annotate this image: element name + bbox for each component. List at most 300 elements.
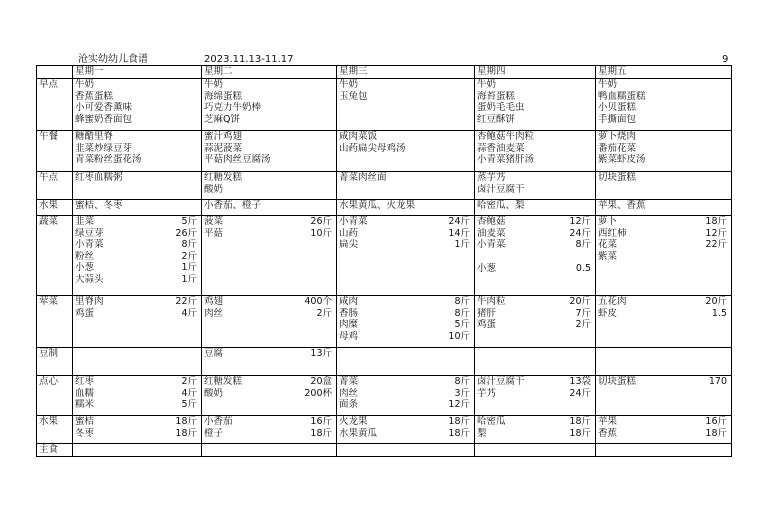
ingredient-quantity: 12斤: [569, 216, 591, 227]
ingredient-cell: [73, 348, 202, 376]
dish-item: 萝卜烧肉: [598, 131, 637, 142]
ingredient-line: [598, 296, 729, 308]
dish-item: 玉兔包: [339, 90, 368, 102]
ingredient-cell: [73, 216, 202, 296]
ingredient-cell: [337, 444, 475, 457]
ingredient-quantity: 14斤: [448, 227, 470, 239]
ingredient-quantity: 13斤: [310, 348, 332, 359]
ingredient-name: 五花肉: [598, 296, 627, 307]
ingredient-name: 梨: [477, 427, 487, 439]
menu-cell: [596, 131, 732, 172]
ingredient-line: [598, 308, 729, 320]
dish-item: 咸肉菜饭: [339, 131, 378, 142]
page-number: 9: [722, 54, 729, 65]
ingredient-quantity: 20斤: [705, 296, 727, 307]
menu-cell: [475, 200, 596, 216]
ingredient-cell: [475, 376, 596, 416]
ingredient-cell: [596, 444, 732, 457]
ingredient-line: [339, 388, 472, 400]
dish-item: 酸奶: [204, 183, 224, 195]
ingredient-quantity: 10斤: [310, 227, 332, 239]
day-label: 星期四: [477, 66, 506, 77]
ingredient-name: 切块蛋糕: [598, 376, 637, 387]
menu-cell: [475, 79, 596, 131]
day-label: 星期一: [75, 66, 104, 77]
ingredient-quantity: 1斤: [181, 273, 197, 285]
ingredient-line: [477, 296, 593, 308]
ingredient-name: 粉丝: [75, 250, 95, 262]
ingredient-name: 冬枣: [75, 427, 95, 439]
menu-row: [37, 172, 732, 200]
ingredient-line: [598, 416, 729, 428]
ingredient-name: 小葱: [75, 262, 95, 274]
ingredient-row: [37, 376, 732, 416]
row-category-label: 主食: [39, 444, 59, 455]
row-category-label: 豆制: [39, 348, 59, 359]
ingredient-line: [339, 428, 472, 440]
ingredient-line: [204, 388, 334, 400]
ingredient-line: [477, 416, 593, 428]
ingredient-quantity: 20盒: [310, 376, 332, 387]
menu-cell: [337, 131, 475, 172]
ingredient-quantity: 24斤: [448, 216, 470, 227]
dish-item: 苹果、香蕉: [598, 200, 646, 211]
ingredient-quantity: 0.5: [575, 262, 591, 274]
ingredient-quantity: 4斤: [181, 387, 197, 399]
day-header: [337, 66, 475, 79]
ingredient-cell: [475, 296, 596, 348]
ingredient-cell: [596, 416, 732, 444]
menu-cell: [596, 79, 732, 131]
row-category-label: 荤菜: [39, 296, 59, 307]
ingredient-quantity: 5斤: [181, 216, 197, 227]
ingredient-name: 小青菜: [75, 239, 104, 251]
ingredient-line: [75, 416, 199, 428]
ingredient-name: 酸奶: [204, 387, 224, 399]
ingredient-name: 橙子: [204, 427, 224, 439]
ingredient-quantity: 8斤: [454, 296, 470, 307]
ingredient-quantity: 10斤: [448, 330, 470, 342]
ingredient-cell: [475, 416, 596, 444]
dish-item: 海苔蛋糕: [477, 90, 516, 102]
dish-item: 小可爱香薰味: [75, 102, 133, 114]
menu-row: [37, 79, 732, 131]
ingredient-quantity: 12斤: [705, 227, 727, 239]
ingredient-cell: [337, 376, 475, 416]
ingredient-line: [339, 308, 472, 320]
row-category: [37, 216, 73, 296]
row-category: [37, 131, 73, 172]
ingredient-row: [37, 416, 732, 444]
dish-item: 蜂蜜奶香面包: [75, 113, 133, 125]
ingredient-quantity: 12斤: [448, 399, 470, 411]
ingredient-line: [75, 251, 199, 263]
ingredient-line: [75, 228, 199, 240]
ingredient-cell: [337, 416, 475, 444]
menu-cell: [475, 131, 596, 172]
day-header: [73, 66, 202, 79]
day-label: 星期二: [204, 66, 233, 77]
ingredient-cell: [596, 376, 732, 416]
day-header: [475, 66, 596, 79]
ingredient-name: 鸡蛋: [477, 319, 497, 331]
ingredient-line: [477, 228, 593, 240]
ingredient-quantity: 24斤: [569, 227, 591, 239]
ingredient-cell: [475, 444, 596, 457]
ingredient-quantity: 18斤: [448, 416, 470, 427]
ingredient-quantity: 2斤: [575, 319, 591, 331]
dish-item: 蜜汁鸡翅: [204, 131, 243, 142]
ingredient-quantity: 170: [708, 376, 727, 387]
ingredient-line: [339, 399, 472, 411]
dish-item: 平菇肉丝豆腐汤: [204, 154, 271, 166]
dish-item: 蛋奶毛毛虫: [477, 102, 525, 114]
ingredient-line: [339, 376, 472, 388]
ingredient-quantity: 18斤: [569, 427, 591, 439]
ingredient-cell: [73, 416, 202, 444]
ingredient-name: 面条: [339, 399, 359, 411]
ingredient-quantity: 7斤: [575, 307, 591, 319]
ingredient-name: 杏鲍菇: [477, 216, 506, 227]
ingredient-name: 血糯: [75, 387, 95, 399]
row-category-label: 早点: [39, 79, 59, 90]
ingredient-name: 虾皮: [598, 307, 618, 319]
ingredient-quantity: 18斤: [705, 216, 727, 227]
ingredient-name: 香蕉: [598, 427, 618, 439]
ingredient-cell: [596, 216, 732, 296]
ingredient-line: [598, 376, 729, 388]
ingredient-quantity: 16斤: [705, 416, 727, 427]
ingredient-name: 平菇: [204, 227, 224, 239]
ingredient-name: 油麦菜: [477, 227, 506, 239]
day-label: 星期三: [339, 66, 368, 77]
ingredient-quantity: 8斤: [454, 376, 470, 387]
dish-item: 蒸芋艿: [477, 172, 506, 183]
dish-item: 鸭血糯蛋糕: [598, 90, 646, 102]
ingredient-cell: [73, 376, 202, 416]
ingredient-line: [598, 428, 729, 440]
ingredient-cell: [73, 444, 202, 457]
ingredient-quantity: 26斤: [175, 227, 197, 239]
menu-cell: [337, 172, 475, 200]
ingredient-line: [598, 251, 729, 263]
dish-item: 山药扁尖母鸡汤: [339, 142, 406, 154]
dish-item: 小青菜猪肝汤: [477, 154, 535, 166]
ingredient-quantity: 2斤: [181, 376, 197, 387]
ingredient-quantity: 18斤: [705, 427, 727, 439]
ingredient-line: [204, 228, 334, 240]
menu-cell: [73, 172, 202, 200]
ingredient-name: 哈密瓜: [477, 416, 506, 427]
ingredient-line: [477, 216, 593, 228]
ingredient-cell: [202, 296, 337, 348]
ingredient-name: 萝卜: [598, 216, 618, 227]
ingredient-name: 西红柿: [598, 227, 627, 239]
row-category: [37, 200, 73, 216]
menu-cell: [202, 131, 337, 172]
dish-item: 海绵蛋糕: [204, 90, 243, 102]
menu-cell: [202, 79, 337, 131]
ingredient-name: 鸡蛋: [75, 307, 95, 319]
row-category-label: 午餐: [39, 131, 59, 142]
ingredient-cell: [202, 348, 337, 376]
row-category: [37, 376, 73, 416]
ingredient-line: [75, 274, 199, 286]
ingredient-name: 母鸡: [339, 330, 359, 342]
ingredient-name: 菁菜: [339, 376, 359, 387]
ingredient-line: [339, 296, 472, 308]
day-label: 星期五: [598, 66, 627, 77]
ingredient-line: [204, 296, 334, 308]
day-header-row: [37, 66, 732, 79]
row-category-label: 午点: [39, 172, 59, 183]
ingredient-quantity: 3斤: [454, 387, 470, 399]
ingredient-name: 肉丝: [204, 307, 224, 319]
dish-item: 韭菜炒绿豆芽: [75, 142, 133, 154]
ingredient-line: [477, 239, 593, 251]
dish-item: 蜜桔、冬枣: [75, 200, 123, 211]
corner-cell: [37, 66, 73, 79]
ingredient-name: 芋艿: [477, 387, 497, 399]
dish-item: 菁菜肉丝面: [339, 172, 387, 183]
dish-item: 小贝蛋糕: [598, 102, 637, 114]
ingredient-name: 蜜桔: [75, 416, 95, 427]
menu-cell: [73, 131, 202, 172]
ingredient-quantity: 1.5: [711, 307, 727, 319]
ingredient-quantity: 2斤: [181, 250, 197, 262]
ingredient-cell: [596, 296, 732, 348]
ingredient-quantity: 22斤: [705, 239, 727, 251]
ingredient-quantity: 1斤: [181, 262, 197, 274]
ingredient-line: [339, 416, 472, 428]
ingredient-line: [477, 308, 593, 320]
day-header: [202, 66, 337, 79]
ingredient-row: [37, 296, 732, 348]
ingredient-line: [204, 348, 334, 360]
dish-item: 牛奶: [204, 79, 224, 90]
menu-row: [37, 200, 732, 216]
ingredient-line: [75, 399, 199, 411]
menu-cell: [73, 200, 202, 216]
dish-item: 牛奶: [598, 79, 618, 90]
ingredient-line: [598, 228, 729, 240]
ingredient-row: [37, 444, 732, 457]
ingredient-cell: [202, 444, 337, 457]
ingredient-name: 牛肉粒: [477, 296, 506, 307]
ingredient-line: [204, 308, 334, 320]
ingredient-name: 扁尖: [339, 239, 359, 251]
row-category-label: 点心: [39, 376, 59, 387]
ingredient-quantity: 200杯: [304, 387, 332, 399]
ingredient-line: [204, 216, 334, 228]
ingredient-line: [204, 376, 334, 388]
ingredient-line: [75, 376, 199, 388]
ingredient-line: [339, 216, 472, 228]
ingredient-line: [75, 239, 199, 251]
ingredient-name: 糯米: [75, 399, 95, 411]
ingredient-name: 小青菜: [477, 239, 506, 251]
dish-item: 香蕉蛋糕: [75, 90, 114, 102]
dish-item: 红豆酥饼: [477, 113, 516, 125]
row-category-label: 水果: [39, 416, 59, 427]
row-category: [37, 416, 73, 444]
ingredient-cell: [337, 216, 475, 296]
ingredient-quantity: 18斤: [310, 427, 332, 439]
dish-item: 牛奶: [339, 79, 359, 90]
ingredient-quantity: 4斤: [181, 307, 197, 319]
ingredient-name: 豆腐: [204, 348, 224, 359]
ingredient-row: [37, 348, 732, 376]
dish-item: 巧克力牛奶棒: [204, 102, 262, 114]
dish-item: 红枣血糯粥: [75, 172, 123, 183]
menu-cell: [202, 172, 337, 200]
dish-item: 牛奶: [75, 79, 95, 90]
ingredient-name: 肉糜: [339, 319, 359, 331]
dish-item: 水果黄瓜、火龙果: [339, 200, 416, 211]
ingredient-name: 小葱: [477, 262, 497, 274]
ingredient-line: [477, 263, 593, 275]
ingredient-quantity: 1斤: [454, 239, 470, 251]
ingredient-name: 鸡翅: [204, 296, 224, 307]
ingredient-name: 紫菜: [598, 250, 618, 262]
ingredient-name: 香肠: [339, 307, 359, 319]
ingredient-quantity: 13袋: [569, 376, 591, 387]
row-category: [37, 172, 73, 200]
ingredient-name: 猪肝: [477, 307, 497, 319]
ingredient-line: [75, 296, 199, 308]
dish-item: 青菜粉丝蛋花汤: [75, 154, 142, 166]
ingredient-quantity: 20斤: [569, 296, 591, 307]
menu-cell: [596, 200, 732, 216]
ingredient-cell: [202, 376, 337, 416]
ingredient-quantity: 18斤: [569, 416, 591, 427]
ingredient-name: 菠菜: [204, 216, 224, 227]
ingredient-quantity: 8斤: [454, 307, 470, 319]
ingredient-name: 韭菜: [75, 216, 95, 227]
ingredient-quantity: 18斤: [175, 416, 197, 427]
ingredient-name: 肉丝: [339, 387, 359, 399]
ingredient-line: [339, 331, 472, 343]
ingredient-cell: [202, 416, 337, 444]
dish-item: 哈密瓜、梨: [477, 200, 525, 211]
ingredient-cell: [475, 216, 596, 296]
ingredient-name: 苹果: [598, 416, 618, 427]
ingredient-cell: [475, 348, 596, 376]
ingredient-cell: [337, 348, 475, 376]
ingredient-line: [204, 428, 334, 440]
ingredient-name: 红枣: [75, 376, 95, 387]
menu-cell: [475, 172, 596, 200]
ingredient-quantity: 26斤: [310, 216, 332, 227]
ingredient-row: [37, 216, 732, 296]
dish-item: 杏鲍菇牛肉粒: [477, 131, 535, 142]
ingredient-quantity: 22斤: [175, 296, 197, 307]
menu-cell: [337, 200, 475, 216]
dish-item: 小香茄、橙子: [204, 200, 262, 211]
dish-item: 蒜泥菠菜: [204, 142, 243, 154]
ingredient-line: [75, 388, 199, 400]
ingredient-name: 山药: [339, 227, 359, 239]
ingredient-cell: [202, 216, 337, 296]
ingredient-line: [75, 428, 199, 440]
dish-item: 牛奶: [477, 79, 497, 90]
ingredient-quantity: 2斤: [316, 307, 332, 319]
menu-cell: [73, 79, 202, 131]
ingredient-line: [477, 388, 593, 400]
ingredient-quantity: 24斤: [569, 387, 591, 399]
ingredient-line: [477, 428, 593, 440]
date-range: 2023.11.13-11.17: [204, 54, 294, 65]
dish-item: 手撕面包: [598, 113, 637, 125]
ingredient-line: [598, 216, 729, 228]
ingredient-line: [75, 308, 199, 320]
menu-table: [36, 65, 732, 457]
ingredient-cell: [73, 296, 202, 348]
ingredient-quantity: 16斤: [310, 416, 332, 427]
ingredient-line: [477, 319, 593, 331]
school-title: 沧实幼幼儿食谱: [78, 54, 148, 65]
ingredient-line: [598, 239, 729, 251]
ingredient-name: 花菜: [598, 239, 618, 251]
dish-item: 芝麻Q饼: [204, 113, 240, 125]
row-category-label: 水果: [39, 200, 59, 211]
ingredient-line: [339, 228, 472, 240]
dish-item: 切块蛋糕: [598, 172, 637, 183]
ingredient-line: [204, 416, 334, 428]
row-category: [37, 79, 73, 131]
ingredient-quantity: 8斤: [181, 239, 197, 251]
ingredient-line: [339, 239, 472, 251]
ingredient-name: 水果黄瓜: [339, 427, 378, 439]
menu-cell: [596, 172, 732, 200]
ingredient-cell: [337, 296, 475, 348]
ingredient-line: [75, 216, 199, 228]
ingredient-quantity: 18斤: [175, 427, 197, 439]
dish-item: 蒜香油麦菜: [477, 142, 525, 154]
ingredient-name: 小青菜: [339, 216, 368, 227]
ingredient-line: [75, 262, 199, 274]
row-category-label: 蔬菜: [39, 216, 59, 227]
menu-cell: [202, 200, 337, 216]
ingredient-quantity: 400个: [304, 296, 332, 307]
ingredient-name: 火龙果: [339, 416, 368, 427]
ingredient-name: 红糖发糕: [204, 376, 243, 387]
row-category: [37, 444, 73, 457]
menu-row: [37, 131, 732, 172]
ingredient-cell: [596, 348, 732, 376]
dish-item: 糖醋里脊: [75, 131, 114, 142]
dish-item: 卤汁豆腐干: [477, 183, 525, 195]
ingredient-line: [339, 319, 472, 331]
ingredient-name: 小香茄: [204, 416, 233, 427]
row-category: [37, 348, 73, 376]
ingredient-quantity: 5斤: [181, 399, 197, 411]
ingredient-name: 咸肉: [339, 296, 359, 307]
dish-item: 红糖发糕: [204, 172, 243, 183]
ingredient-quantity: 5斤: [454, 319, 470, 331]
ingredient-line: [477, 376, 593, 388]
ingredient-name: 大蒜头: [75, 273, 104, 285]
ingredient-name: 卤汁豆腐干: [477, 376, 525, 387]
menu-cell: [337, 79, 475, 131]
ingredient-name: 里脊肉: [75, 296, 104, 307]
row-category: [37, 296, 73, 348]
dish-item: 番茄花菜: [598, 142, 637, 154]
day-header: [596, 66, 732, 79]
ingredient-quantity: 18斤: [448, 427, 470, 439]
ingredient-name: 绿豆芽: [75, 227, 104, 239]
ingredient-quantity: 8斤: [575, 239, 591, 251]
